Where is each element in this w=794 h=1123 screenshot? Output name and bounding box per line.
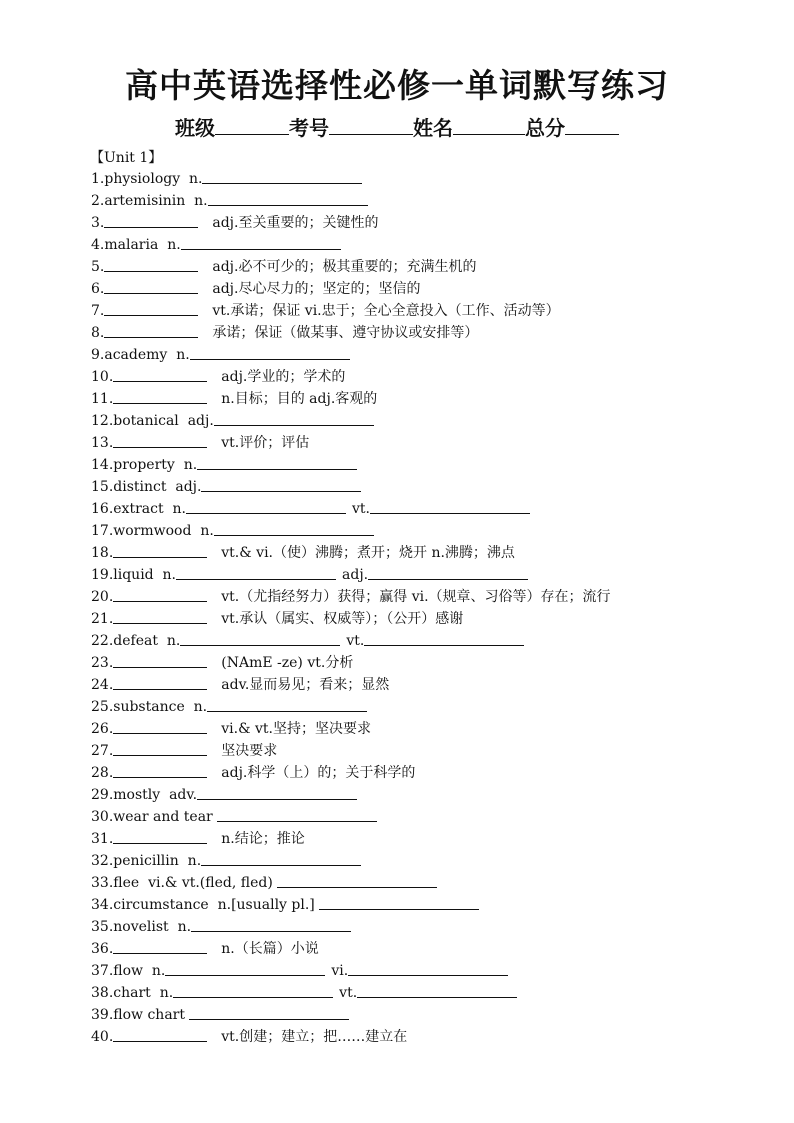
header-fields [0, 112, 794, 141]
item-number: 34. [91, 897, 114, 913]
item-word: wear and tear [113, 809, 218, 825]
item-definition: adj.至关重要的；关键性的 [212, 215, 379, 231]
list-item [91, 190, 711, 212]
item-definition: 坚决要求 [221, 743, 278, 759]
answer-blank[interactable] [104, 212, 198, 228]
item-number: 17. [91, 523, 114, 539]
answer-blank[interactable] [207, 696, 367, 712]
answer-blank[interactable] [189, 1004, 349, 1020]
item-number: 4. [91, 237, 105, 253]
item-word: defeat n. [113, 633, 181, 649]
item-number: 15. [91, 479, 114, 495]
class-label: 班级 [175, 116, 215, 140]
list-item [91, 850, 711, 872]
item-word: extract n. [113, 501, 186, 517]
answer-blank[interactable] [104, 256, 198, 272]
item-number: 10. [91, 369, 114, 385]
answer-blank[interactable] [165, 960, 325, 976]
answer-blank[interactable] [173, 982, 333, 998]
list-item [91, 476, 711, 498]
item-number: 26. [91, 721, 114, 737]
list-item [91, 564, 711, 586]
answer-blank[interactable] [113, 740, 207, 756]
answer-blank[interactable] [202, 168, 362, 184]
item-definition: n.结论；推论 [221, 831, 305, 847]
item-definition: n.（长篇）小说 [221, 941, 319, 957]
answer-blank[interactable] [208, 190, 368, 206]
item-word: chart n. [113, 985, 174, 1001]
page-title: 高中英语选择性必修一单词默写练习 [125, 66, 669, 105]
list-item [91, 322, 711, 344]
list-item [91, 300, 711, 322]
item-word: property n. [113, 457, 198, 473]
answer-blank[interactable] [104, 278, 198, 294]
answer-blank[interactable] [201, 476, 361, 492]
answer-blank[interactable] [181, 234, 341, 250]
answer-blank[interactable] [197, 784, 357, 800]
item-word: artemisinin n. [104, 193, 208, 209]
answer-blank[interactable] [113, 366, 207, 382]
answer-blank[interactable] [197, 454, 357, 470]
item-definition: 承诺；保证（做某事、遵守协议或安排等） [212, 325, 479, 341]
item-definition: (NAmE -ze) vt.分析 [221, 655, 354, 671]
answer-blank[interactable] [113, 586, 207, 602]
item-number: 28. [91, 765, 114, 781]
answer-blank[interactable] [319, 894, 479, 910]
list-item [91, 894, 711, 916]
list-item [91, 872, 711, 894]
item-word: liquid n. [113, 567, 177, 583]
answer-blank[interactable] [190, 344, 350, 360]
item-number: 37. [91, 963, 114, 979]
item-number: 2. [91, 193, 105, 209]
list-item [91, 608, 711, 630]
score-blank[interactable] [565, 114, 619, 135]
item-number: 23. [91, 655, 114, 671]
item-number: 39. [91, 1007, 114, 1023]
item-pos-label: vi. [331, 963, 349, 979]
answer-blank[interactable] [113, 608, 207, 624]
item-number: 5. [91, 259, 105, 275]
list-item [91, 828, 711, 850]
list-item [91, 982, 711, 1004]
answer-blank[interactable] [214, 520, 374, 536]
list-item [91, 938, 711, 960]
item-definition: vt.承认（属实、权威等）；（公开）感谢 [221, 611, 464, 627]
list-item [91, 520, 711, 542]
item-number: 9. [91, 347, 105, 363]
answer-blank[interactable] [370, 498, 530, 514]
list-item [91, 916, 711, 938]
item-number: 32. [91, 853, 114, 869]
item-number: 14. [91, 457, 114, 473]
item-number: 40. [91, 1029, 114, 1045]
item-number: 35. [91, 919, 114, 935]
item-word: academy n. [104, 347, 190, 363]
answer-blank[interactable] [186, 498, 346, 514]
answer-blank[interactable] [113, 938, 207, 954]
item-definition: vi.& vt.坚持；坚决要求 [221, 721, 371, 737]
item-number: 1. [91, 171, 105, 187]
list-item [91, 454, 711, 476]
answer-blank[interactable] [201, 850, 361, 866]
item-definition: adv.显而易见；看来；显然 [221, 677, 390, 693]
item-word: wormwood n. [113, 523, 214, 539]
list-item [91, 212, 711, 234]
score-label: 总分 [525, 116, 565, 140]
item-number: 12. [91, 413, 114, 429]
list-item [91, 388, 711, 410]
item-number: 27. [91, 743, 114, 759]
list-item [91, 278, 711, 300]
list-item [91, 432, 711, 454]
item-number: 21. [91, 611, 114, 627]
answer-blank[interactable] [113, 762, 207, 778]
item-definition: n.目标；目的 adj.客观的 [221, 391, 378, 407]
item-definition: adj.科学（上）的；关于科学的 [221, 765, 416, 781]
list-item [91, 652, 711, 674]
answer-blank[interactable] [176, 564, 336, 580]
item-number: 24. [91, 677, 114, 693]
answer-blank[interactable] [113, 432, 207, 448]
list-item [91, 960, 711, 982]
item-word: substance n. [113, 699, 208, 715]
item-word: malaria n. [104, 237, 181, 253]
item-definition: adj.尽心尽力的；坚定的；坚信的 [212, 281, 421, 297]
item-word: distinct adj. [113, 479, 202, 495]
item-number: 11. [91, 391, 114, 407]
list-item [91, 1026, 711, 1048]
item-word: penicillin n. [113, 853, 202, 869]
item-definition: adj.必不可少的；极其重要的；充满生机的 [212, 259, 477, 275]
item-number: 29. [91, 787, 114, 803]
exam-number-blank[interactable] [329, 114, 413, 135]
item-number: 8. [91, 325, 105, 341]
item-number: 18. [91, 545, 114, 561]
item-word: flow n. [113, 963, 166, 979]
item-number: 33. [91, 875, 114, 891]
list-item [91, 256, 711, 278]
answer-blank[interactable] [104, 322, 198, 338]
item-number: 31. [91, 831, 114, 847]
item-definition: vt.（尤指经努力）获得；赢得 vi.（规章、习俗等）存在；流行 [221, 589, 611, 605]
list-item [91, 498, 711, 520]
list-item [91, 366, 711, 388]
item-word: botanical adj. [113, 413, 214, 429]
list-item [91, 762, 711, 784]
list-item [91, 718, 711, 740]
item-number: 30. [91, 809, 114, 825]
list-item [91, 234, 711, 256]
item-definition: vt.创建；建立；把……建立在 [221, 1029, 408, 1045]
item-number: 7. [91, 303, 105, 319]
answer-blank[interactable] [357, 982, 517, 998]
answer-blank[interactable] [277, 872, 437, 888]
item-number: 16. [91, 501, 114, 517]
item-pos-label: vt. [339, 985, 358, 1001]
answer-blank[interactable] [113, 828, 207, 844]
list-item [91, 784, 711, 806]
answer-blank[interactable] [113, 542, 207, 558]
item-word: novelist n. [113, 919, 192, 935]
list-item [91, 674, 711, 696]
item-word: mostly adv. [113, 787, 198, 803]
item-word: flow chart [113, 1007, 190, 1023]
list-item [91, 586, 711, 608]
answer-blank[interactable] [113, 1026, 207, 1042]
item-number: 38. [91, 985, 114, 1001]
name-label: 姓名 [413, 116, 453, 140]
item-number: 20. [91, 589, 114, 605]
answer-blank[interactable] [348, 960, 508, 976]
class-blank[interactable] [215, 114, 289, 135]
answer-blank[interactable] [180, 630, 340, 646]
item-word: circumstance n.[usually pl.] [113, 897, 320, 913]
answer-blank[interactable] [217, 806, 377, 822]
list-item [91, 696, 711, 718]
list-item [91, 168, 711, 190]
item-pos-label: vt. [346, 633, 365, 649]
item-number: 19. [91, 567, 114, 583]
item-definition: vt.评价；评估 [221, 435, 310, 451]
answer-blank[interactable] [214, 410, 374, 426]
item-pos-label: vt. [351, 501, 370, 517]
list-item [91, 410, 711, 432]
list-item [91, 344, 711, 366]
answer-blank[interactable] [368, 564, 528, 580]
item-number: 3. [91, 215, 105, 231]
name-blank[interactable] [453, 114, 525, 135]
item-definition: vt.& vi.（使）沸腾；煮开；烧开 n.沸腾；沸点 [221, 545, 515, 561]
item-number: 22. [91, 633, 114, 649]
list-item [91, 542, 711, 564]
item-number: 13. [91, 435, 114, 451]
list-item [91, 630, 711, 652]
item-word: physiology n. [104, 171, 203, 187]
list-item [91, 806, 711, 828]
unit-heading: 【Unit 1】 [90, 150, 163, 166]
answer-blank[interactable] [113, 718, 207, 734]
item-number: 25. [91, 699, 114, 715]
answer-blank[interactable] [113, 652, 207, 668]
answer-blank[interactable] [191, 916, 351, 932]
item-number: 36. [91, 941, 114, 957]
list-item [91, 740, 711, 762]
exam-number-label: 考号 [289, 116, 329, 140]
item-definition: adj.学业的；学术的 [221, 369, 346, 385]
item-pos-label: adj. [342, 567, 369, 583]
answer-blank[interactable] [113, 388, 207, 404]
answer-blank[interactable] [104, 300, 198, 316]
answer-blank[interactable] [364, 630, 524, 646]
answer-blank[interactable] [113, 674, 207, 690]
item-word: flee vi.& vt.(fled, fled) [113, 875, 278, 891]
list-item [91, 1004, 711, 1026]
item-definition: vt.承诺；保证 vi.忠于；全心全意投入（工作、活动等） [212, 303, 560, 319]
item-number: 6. [91, 281, 105, 297]
vocabulary-list [91, 168, 711, 1048]
